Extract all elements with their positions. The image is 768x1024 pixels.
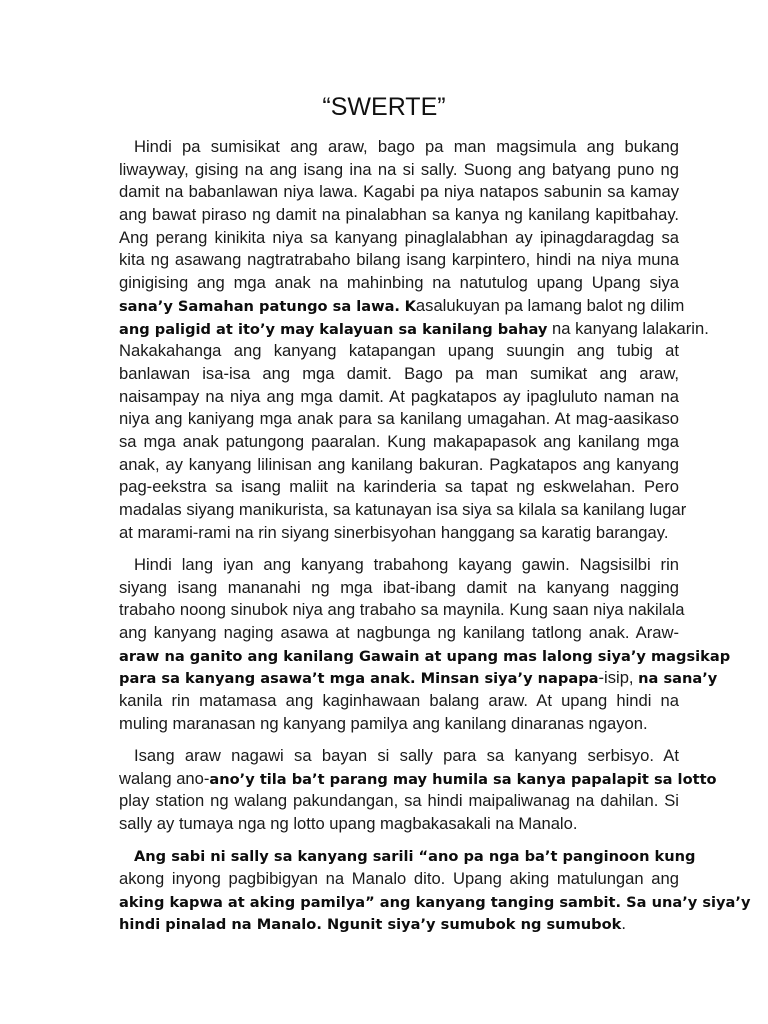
paragraph xyxy=(119,845,751,936)
text-line xyxy=(119,790,679,813)
document-title: “SWERTE” xyxy=(322,93,446,121)
text-run: anak, ay kanyang lilinisan ang kanilang bakuran. Pagkatapos ang kanyang xyxy=(119,454,679,474)
text-run: akong inyong pagbibigyan na Manalo dito. Upang aking matulungan ang xyxy=(119,868,679,888)
text-line xyxy=(119,204,679,227)
text-line xyxy=(119,768,717,791)
text-line xyxy=(119,476,679,499)
text-run: madalas siyang manikurista, sa katunayan isa siya sa kilala sa kanilang lugar xyxy=(119,500,687,519)
paragraph-gap xyxy=(119,735,679,745)
text-run: damit na babanlawan niya lawa. Kagabi pa niya natapos sabunin sa kamay xyxy=(119,182,679,202)
text-line xyxy=(119,249,679,272)
text-run: at marami-rami na rin siyang sinerbisyohan hanggang sa karatig barangay. xyxy=(119,522,669,542)
text-run: muling maranasan ng kanyang pamilya ang kanilang dinaranas ngayon. xyxy=(119,713,648,733)
document-body xyxy=(119,136,751,936)
text-run: asalukuyan pa lamang balot ng dilim xyxy=(415,295,685,315)
text-line xyxy=(119,713,679,736)
text-run: sa mga anak patungong paaralan. Kung makapapasok ang kanilang mga xyxy=(119,431,679,451)
text-line xyxy=(119,845,696,868)
text-line xyxy=(119,667,718,690)
text-line xyxy=(119,813,679,836)
text-line xyxy=(119,745,679,768)
text-run: Ang perang kinikita niya sa kanyang pinaglalabhan ay ipinagdaragdag sa xyxy=(119,227,679,247)
bold-text-run: ang paligid at ito’y may kalayuan sa kanilang bahay xyxy=(119,320,548,338)
text-line xyxy=(119,622,679,645)
text-run: play station ng walang pakundangan, sa hindi maipaliwanag na dahilan. Si xyxy=(119,791,679,811)
text-line xyxy=(119,408,679,431)
text-line xyxy=(119,599,685,622)
text-line xyxy=(119,554,679,577)
text-run: kita ng asawang nagtratrabaho bilang isang karpintero, hindi na niya muna xyxy=(119,250,679,270)
bold-text-run: ano’y tila ba’t parang may humila sa kanya papalapit sa lotto xyxy=(209,770,717,788)
bold-text-run: para sa kanyang asawa’t mga anak. Minsan siya’y napapa xyxy=(119,670,599,688)
text-line xyxy=(119,577,679,600)
text-run: Isang araw nagawi sa bayan si sally para sa kanyang serbisyo. At xyxy=(134,745,679,765)
text-run: ang bawat piraso ng damit na pinalabhan sa kanya ng kanilang kapitbahay. xyxy=(119,205,679,225)
text-run: Hindi pa sumisikat ang araw, bago pa man magsimula ang bukang xyxy=(134,137,679,156)
paragraph xyxy=(119,745,717,836)
text-run: Nakakahanga ang kanyang katapangan upang suungin ang tubig at xyxy=(119,341,679,361)
text-line xyxy=(119,363,679,386)
text-line xyxy=(119,181,679,204)
text-run: liwayway, gising na ang isang ina na si sally. Suong ang batyang puno ng xyxy=(119,159,679,179)
text-run: na kanyang lalakarin. xyxy=(547,318,709,338)
text-run: Hindi lang iyan ang kanyang trabahong kayang gawin. Nagsisilbi rin xyxy=(134,554,679,574)
text-run: siyang isang mananahi ng mga ibat-ibang damit na kanyang nagging xyxy=(119,577,679,597)
text-line xyxy=(119,227,679,250)
text-line xyxy=(119,295,685,318)
text-line xyxy=(119,318,709,341)
bold-text-run: K xyxy=(404,297,416,315)
bold-text-run: sana’y Samahan patungo sa lawa. xyxy=(119,297,400,315)
text-run: banlawan isa-isa ang mga damit. Bago pa man sumikat ang araw, xyxy=(119,363,679,383)
text-line xyxy=(119,386,679,409)
paragraph xyxy=(119,554,731,736)
text-run: ginigising ang mga anak na mahinbing na natutulog upang Upang siya xyxy=(119,273,679,293)
text-run: sally ay tumaya nga ng lotto upang magbakasakali na Manalo. xyxy=(119,813,578,833)
text-run: pag-eekstra sa isang maliit na karinderia sa tapat ng eskwelahan. Pero xyxy=(119,477,679,497)
bold-text-run: na sana’y xyxy=(638,670,718,688)
text-line xyxy=(119,136,679,159)
text-line xyxy=(119,690,679,713)
bold-text-run: aking kapwa at aking pamilya” ang kanyang tanging sambit. Sa una’y siya’y xyxy=(119,893,751,911)
text-line xyxy=(119,272,679,295)
text-line xyxy=(119,340,679,363)
paragraph-gap xyxy=(119,836,679,846)
paragraph xyxy=(119,136,709,544)
text-line xyxy=(119,454,679,477)
bold-text-run: Ang sabi ni sally sa kanyang sarili “ano pa nga ba’t panginoon kung xyxy=(134,848,696,866)
text-line xyxy=(119,868,679,891)
paragraph-gap xyxy=(119,544,679,554)
text-run: walang ano- xyxy=(119,768,210,788)
bold-text-run: araw na ganito ang kanilang Gawain at upang mas lalong siya’y magsikap xyxy=(119,647,731,665)
text-run: naisampay na niya ang mga damit. At pagkatapos ay ipagluluto naman na xyxy=(119,386,679,406)
text-line xyxy=(119,913,679,936)
text-line xyxy=(119,645,731,668)
text-line xyxy=(119,522,679,545)
text-run: . xyxy=(621,914,626,934)
text-line xyxy=(119,159,679,182)
text-run: niya ang kaniyang mga anak para sa kanilang umagahan. At mag-aasikaso xyxy=(119,409,679,429)
text-line xyxy=(119,431,679,454)
text-run: -isip, xyxy=(598,668,639,688)
text-run: trabaho noong sinubok niya ang trabaho sa maynila. Kung saan niya nakilala xyxy=(119,600,685,620)
text-line xyxy=(119,499,687,522)
bold-text-run: hindi pinalad na Manalo. Ngunit siya’y sumubok ng sumubok xyxy=(119,916,622,934)
text-run: ang kanyang naging asawa at nagbunga ng kanilang tatlong anak. Araw- xyxy=(119,622,679,642)
text-run: kanila rin matamasa ang kaginhawaan balang araw. At upang hindi na xyxy=(119,691,679,710)
text-line xyxy=(119,891,751,914)
